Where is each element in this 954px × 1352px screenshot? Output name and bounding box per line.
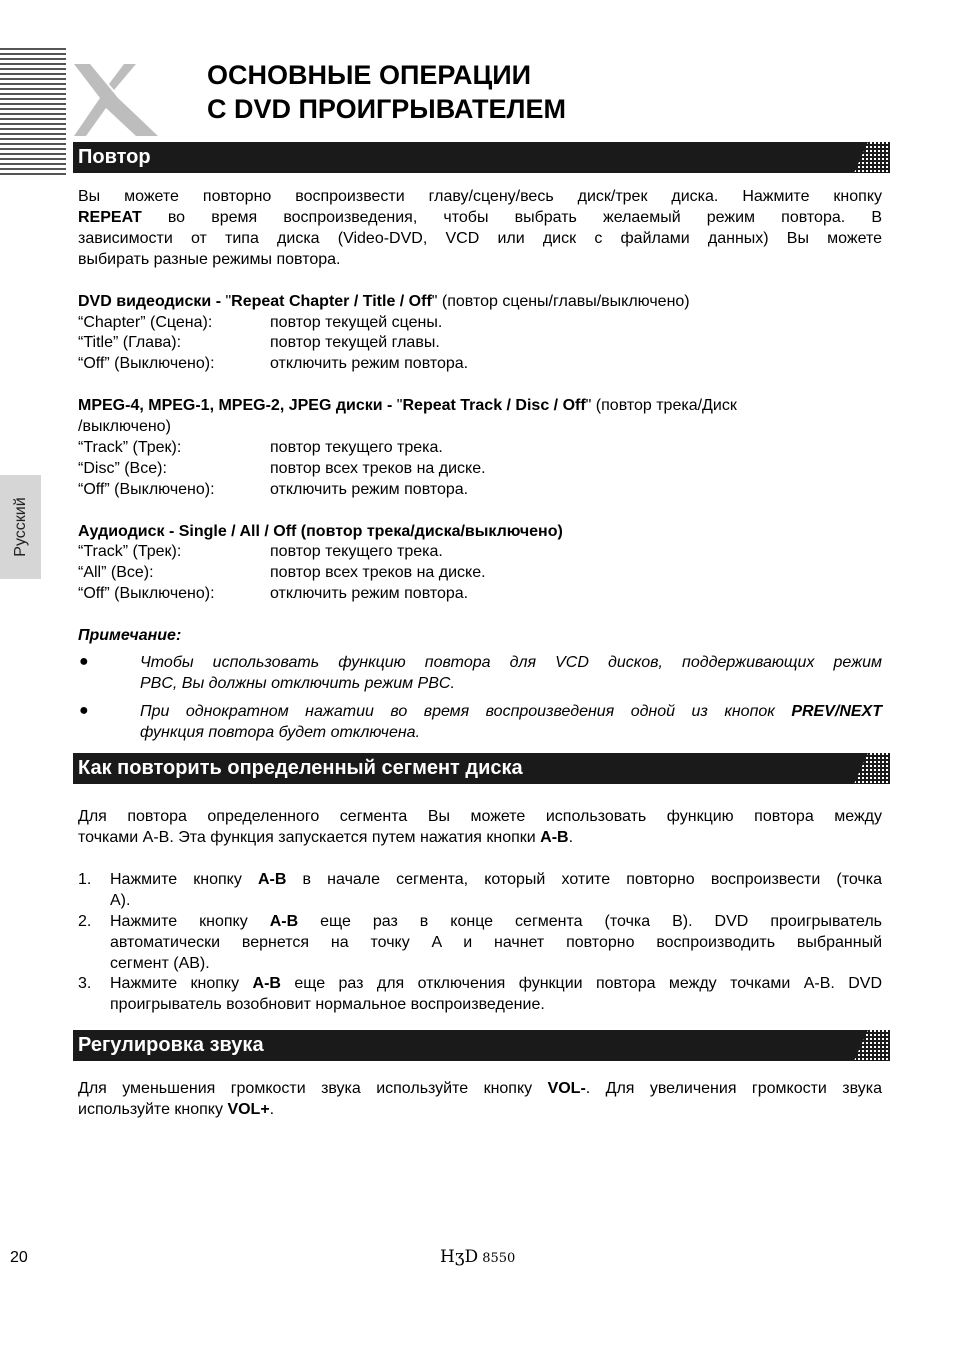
repeat-intro-paragraph (78, 186, 882, 249)
text-span: . (269, 1101, 275, 1118)
mode-value: повтор всех треков на диске. (270, 460, 486, 477)
text-span: 8550 (478, 1251, 516, 1266)
text-span: H (440, 1247, 455, 1267)
text-span: " (225, 293, 232, 310)
audio-mode-row (78, 541, 443, 562)
mode-key: “Track” (Трек): (78, 543, 182, 560)
text-span: Нажмите кнопку (110, 871, 258, 888)
section-header-repeat (73, 142, 890, 173)
text-span: еще раз в конце сегмента (точка B). DVD проигрыватель (298, 913, 883, 930)
text-line: зависимости от типа диска (Video-DVD, VCD или диск с файлами данных) Вы можете (78, 230, 882, 247)
ab-intro-paragraph (78, 806, 882, 827)
dvd-mode-row (78, 312, 443, 333)
text-line: функция повтора будет отключена. (140, 724, 421, 741)
text-line: Чтобы использовать функцию повтора для VCD дисков, поддерживающих режим (140, 654, 882, 671)
dot-pattern-icon (854, 1030, 890, 1061)
text-span: При однократном нажатии во время воспроизведения одной из кнопок (140, 703, 792, 720)
mode-key: “Disc” (Все): (78, 460, 167, 477)
section-header-volume (73, 1030, 890, 1061)
vol-minus-button-label: VOL- (547, 1080, 586, 1097)
dot-pattern-icon (854, 142, 890, 173)
text-line: Для повтора определенного сегмента Вы можете использовать функцию повтора между (78, 808, 882, 825)
volume-line-2 (78, 1099, 882, 1120)
step-1 (110, 869, 882, 890)
audio-heading: Аудиодиск - Single / All / Off (повтор трека/диска/выключено) (78, 523, 563, 540)
brand-x-logo-icon (66, 58, 166, 138)
text-span: Нажмите кнопку (110, 913, 270, 930)
ab-button-label: A-B (540, 829, 569, 846)
mpeg-mode-row (78, 437, 443, 458)
step-3 (110, 973, 882, 994)
text-span: " (повтор сцены/главы/выключено) (431, 293, 690, 310)
mode-value: отключить режим повтора. (270, 481, 469, 498)
mode-value: повтор текущего трека. (270, 543, 443, 560)
text-span: MPEG-4, MPEG-1, MPEG-2, JPEG диски - (78, 397, 397, 414)
mode-value: повтор текущей сцены. (270, 314, 443, 331)
text-line: проигрыватель возобновит нормальное воспроизведение. (110, 996, 545, 1013)
text-span: " (повтор трека/Диск (585, 397, 737, 414)
text-span: Repeat Chapter / Title / Off (231, 293, 432, 310)
step-2 (110, 911, 882, 953)
section-header-ab (73, 753, 890, 784)
section-title-volume: Регулировка звука (78, 1034, 264, 1056)
mode-value: повтор текущей главы. (270, 334, 440, 351)
dvd-heading (78, 291, 882, 312)
dvd-mode-row (78, 332, 440, 353)
mode-key: “Track” (Трек): (78, 439, 182, 456)
text-span: " (396, 397, 403, 414)
section-title-ab: Как повторить определенный сегмент диска (78, 757, 523, 779)
note-bullet-1 (140, 652, 882, 673)
text-span: точками A-B. Эта функция запускается путем нажатия кнопки (78, 829, 541, 846)
step-number: 1. (78, 871, 92, 888)
text-span: . (568, 829, 574, 846)
prev-next-button-label: PREV/NEXT (791, 703, 882, 720)
bullet-icon: ● (79, 653, 89, 670)
mpeg-heading (78, 395, 882, 416)
text-line: автоматически вернется на точку A и начнет повторно воспроизводить выбранный (110, 934, 882, 951)
page-title-line-2: С DVD ПРОИГРЫВАТЕЛЕМ (207, 94, 566, 124)
vol-plus-button-label: VOL+ (227, 1101, 270, 1118)
dot-pattern-icon (854, 753, 890, 784)
mode-value: отключить режим повтора. (270, 355, 469, 372)
mode-key: “All” (Все): (78, 564, 154, 581)
footer-brand (440, 1247, 515, 1267)
mode-key: “Title” (Глава): (78, 334, 182, 351)
mode-key: “Off” (Выключено): (78, 481, 215, 498)
ab-button-label: A-B (257, 871, 287, 888)
ab-intro-line-2 (78, 827, 882, 848)
page-title (207, 58, 566, 126)
text-span: еще раз для отключения функции повтора между точками A-B. DVD (280, 975, 882, 992)
text-line: выбирать разные режимы повтора. (78, 251, 341, 268)
page-title-line-1: ОСНОВНЫЕ ОПЕРАЦИИ (207, 60, 532, 90)
bullet-icon: ● (79, 702, 89, 719)
language-tab-label: Русский (11, 497, 29, 557)
note-bullet-2 (140, 701, 882, 722)
text-line: сегмент (AB). (110, 955, 210, 972)
ab-button-label: A-B (269, 913, 299, 930)
mode-key: “Chapter” (Сцена): (78, 314, 213, 331)
mode-value: повтор текущего трека. (270, 439, 443, 456)
text-span: D (464, 1247, 479, 1267)
volume-paragraph (78, 1078, 882, 1099)
ab-button-label: A-B (252, 975, 281, 992)
audio-mode-row (78, 583, 469, 604)
mode-key: “Off” (Выключено): (78, 585, 215, 602)
text-span: Нажмите кнопку (110, 975, 253, 992)
step-number: 3. (78, 975, 92, 992)
text-span: в начале сегмента, который хотите повторно воспроизвести (точка (286, 871, 882, 888)
text-span: Для уменьшения громкости звука используйте кнопку (78, 1080, 548, 1097)
language-tab (0, 475, 41, 579)
text-line: PBC, Вы должны отключить режим PBC. (140, 675, 455, 692)
mode-value: повтор всех треков на диске. (270, 564, 486, 581)
step-number: 2. (78, 913, 92, 930)
dvd-mode-row (78, 353, 469, 374)
text-span: . Для увеличения громкости звука (585, 1080, 883, 1097)
header-stripes-decoration (0, 48, 66, 176)
mode-value: отключить режим повтора. (270, 585, 469, 602)
text-line: Вы можете повторно воспроизвести главу/сцену/весь диск/трек диска. Нажмите кнопку (78, 188, 882, 205)
mpeg-mode-row (78, 479, 469, 500)
note-heading: Примечание: (78, 627, 182, 644)
mode-key: “Off” (Выключено): (78, 355, 215, 372)
text-span: Repeat Track / Disc / Off (402, 397, 586, 414)
text-span: ʒ (454, 1247, 465, 1267)
text-line: A). (110, 892, 131, 909)
text-span: используйте кнопку (78, 1101, 228, 1118)
text-span: DVD видеодиски - (78, 293, 226, 310)
audio-mode-row (78, 562, 486, 583)
section-title-repeat: Повтор (78, 146, 151, 168)
page-number: 20 (10, 1249, 28, 1266)
text-line: /выключено) (78, 418, 171, 435)
repeat-button-label: REPEAT (78, 209, 142, 226)
mpeg-mode-row (78, 458, 486, 479)
text-span: во время воспроизведения, чтобы выбрать желаемый режим повтора. В (141, 209, 882, 226)
